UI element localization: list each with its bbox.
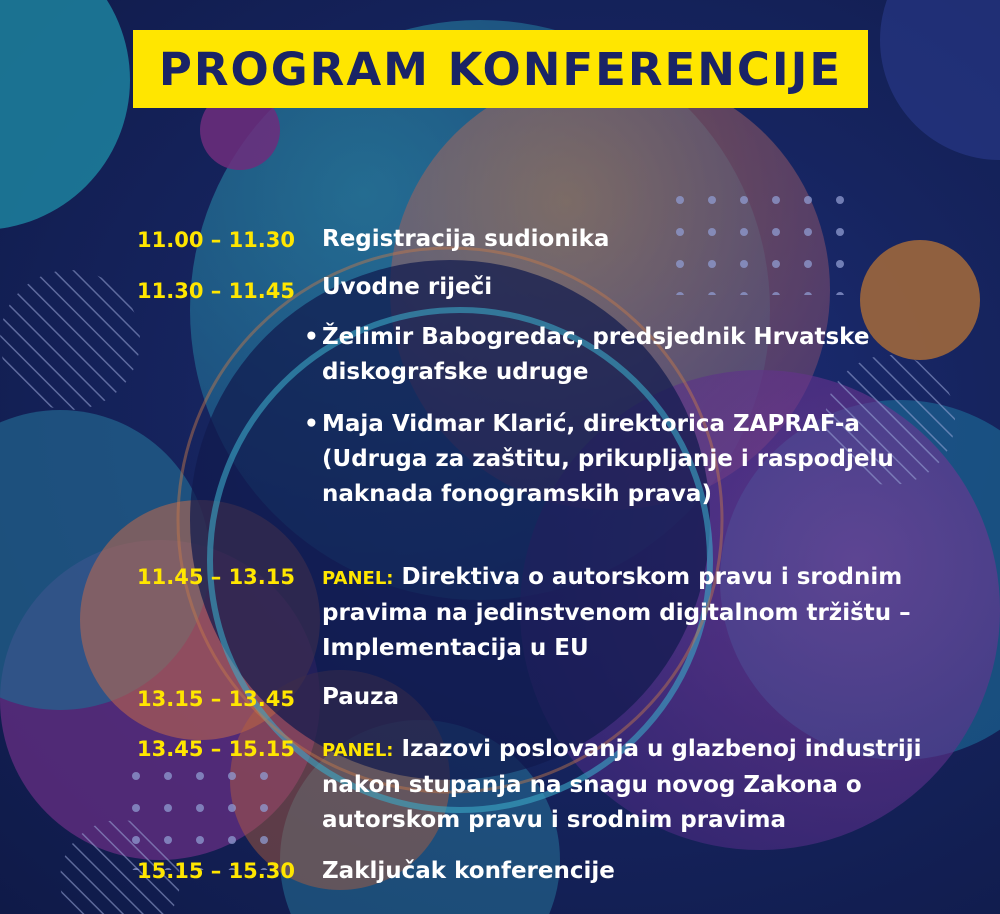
speaker-text: Maja Vidmar Klarić, direktorica ZAPRAF-a (Udruga za zaštitu, prikupljanje i raspodjelu naknada fonogramskih prava) — [322, 411, 894, 507]
time-slot: 13.45 – 15.15 — [137, 737, 295, 761]
bullet-icon: • — [304, 411, 319, 437]
speaker-entry — [300, 407, 962, 512]
agenda-item — [322, 560, 962, 666]
time-slot: 13.15 – 13.45 — [137, 687, 295, 711]
time-slot: 15.15 – 15.30 — [137, 859, 295, 883]
agenda-item: Uvodne riječi — [322, 274, 493, 300]
panel-tag: PANEL: — [322, 568, 394, 589]
bullet-icon: • — [304, 324, 319, 350]
time-slot: 11.45 – 13.15 — [137, 565, 295, 589]
time-slot: 11.30 – 11.45 — [137, 279, 295, 303]
speaker-entry — [300, 320, 962, 390]
panel-tag: PANEL: — [322, 740, 394, 761]
title-banner — [133, 30, 868, 108]
agenda-item — [322, 732, 962, 838]
speaker-text: Želimir Babogredac, predsjednik Hrvatske diskografske udruge — [322, 324, 870, 385]
time-slot: 11.00 – 11.30 — [137, 228, 295, 252]
panel-title: Direktiva o autorskom pravu i srodnim pravima na jedinstvenom digitalnom tržištu – Implementacija u EU — [322, 564, 911, 661]
panel-title: Izazovi poslovanja u glazbenoj industriji nakon stupanja na snagu novog Zakona o autorskom pravu i srodnim pravima — [322, 736, 922, 833]
agenda-item: Registracija sudionika — [322, 226, 610, 252]
agenda-item: Pauza — [322, 684, 400, 710]
page-title: PROGRAM KONFERENCIJE — [158, 42, 843, 96]
agenda-item: Zaključak konferencije — [322, 858, 615, 884]
